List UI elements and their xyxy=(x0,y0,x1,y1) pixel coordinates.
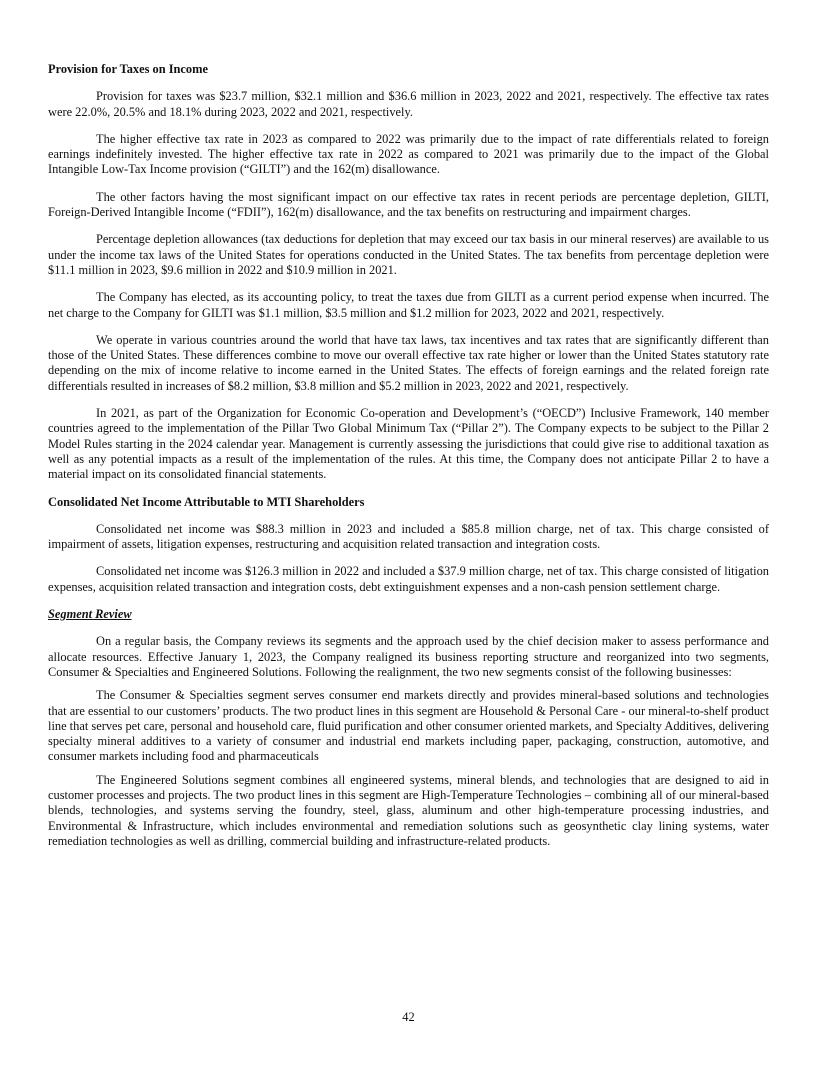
paragraph: In 2021, as part of the Organization for Economic Co-operation and Development’s (“OECD”) Inclusive Framework, 140 member countries agreed to the implementation of the Pillar Two Global Minimum Tax (“Pillar 2”). The Company expects to be subject to the Pillar 2 Model Rules starting in the 2024 calendar year. Management is currently assessing the jurisdictions that could give rise to additional taxation as well as any potential impacts as a result of the implementation of the rules. At this time, the Company does not anticipate Pillar 2 to have a material impact on its consolidated financial statements. xyxy=(48,406,769,482)
paragraph: Consolidated net income was $88.3 million in 2023 and included a $85.8 million charge, net of tax. This charge consisted of impairment of assets, litigation expenses, restructuring and acquisition related transaction and integration costs. xyxy=(48,521,769,552)
paragraph: Consolidated net income was $126.3 million in 2022 and included a $37.9 million charge, net of tax. This charge consisted of litigation expenses, acquisition related transaction and integration costs, debt extinguishment expenses and a non-cash pension settlement charge. xyxy=(48,564,769,594)
paragraph: The Engineered Solutions segment combines all engineered systems, mineral blends, and technologies that are designed to aid in customer processes and projects. The two product lines in this segment are High-Temperature Technologies – combining all of our mineral-based blends, technologies, and systems serving the foundry, steel, glass, aluminum and other high-temperature processing industries, and Environmental & Infrastructure, which includes environmental and remediation solutions such as geosynthetic clay lining systems, water remediation technologies as well as drilling, commercial building and infrastructure-related products. xyxy=(48,772,769,848)
paragraph: The Company has elected, as its accounting policy, to treat the taxes due from GILTI as a current period expense when incurred. The net charge to the Company for GILTI was $1.1 million, $3.5 million and $1.2 million for 2023, 2022 and 2021, respectively. xyxy=(48,290,769,320)
paragraph: Percentage depletion allowances (tax deductions for depletion that may exceed our tax basis in our mineral reserves) are available to us under the income tax laws of the United States for operations conducted in the United States. The tax benefits from percentage depletion were $11.1 million in 2023, $9.6 million in 2022 and $10.9 million in 2021. xyxy=(48,232,769,277)
paragraph: On a regular basis, the Company reviews its segments and the approach used by the chief decision maker to assess performance and allocate resources. Effective January 1, 2023, the Company realigned its business reporting structure and reorganized into two segments, Consumer & Specialties and Engineered Solutions. Following the realignment, the two new segments consist of the following businesses: xyxy=(48,634,769,679)
section-heading-net-income: Consolidated Net Income Attributable to MTI Shareholders xyxy=(48,494,365,509)
document-page xyxy=(48,62,769,857)
paragraph: The higher effective tax rate in 2023 as compared to 2022 was primarily due to the impact of rate differentials related to foreign earnings indefinitely invested. The higher effective tax rate in 2022 as compared to 2021 was primarily due to the impact of the Global Intangible Low-Tax Income provision (“GILTI”) and the 162(m) disallowance. xyxy=(48,131,769,177)
paragraph: The Consumer & Specialties segment serves consumer end markets directly and provides mineral-based solutions and technologies that are essential to our customers’ products. The two product lines in this segment are Household & Personal Care - our mineral-to-shelf product line that serves pet care, personal and household care, fluid purification and other consumer oriented markets, and Specialty Additives, delivering specialty mineral additives to a variety of consumer and industrial end markets including paper, packaging, construction, automotive, and consumer markets including food and pharmaceuticals xyxy=(48,688,769,764)
page-number: 42 xyxy=(402,1010,415,1024)
paragraph: Provision for taxes was $23.7 million, $32.1 million and $36.6 million in 2023, 2022 and 2021, respectively. The effective tax rates were 22.0%, 20.5% and 18.1% during 2023, 2022 and 2021, respectively. xyxy=(48,89,769,119)
paragraph: We operate in various countries around the world that have tax laws, tax incentives and tax rates that are significantly different than those of the United States. These differences combine to move our overall effective tax rate higher or lower than the United States statutory rate depending on the mix of income relative to income earned in the United States. The effects of foreign earnings and the related foreign rate differentials resulted in increases of $8.2 million, $3.8 million and $5.2 million in 2023, 2022 and 2021, respectively. xyxy=(48,332,769,393)
section-heading-taxes: Provision for Taxes on Income xyxy=(48,62,208,76)
paragraph: The other factors having the most significant impact on our effective tax rates in recent periods are percentage depletion, GILTI, Foreign-Derived Intangible Income (“FDII”), 162(m) disallowance, and the tax benefits on restructuring and impairment charges. xyxy=(48,189,769,220)
section-heading-segment-review: Segment Review xyxy=(48,607,132,622)
